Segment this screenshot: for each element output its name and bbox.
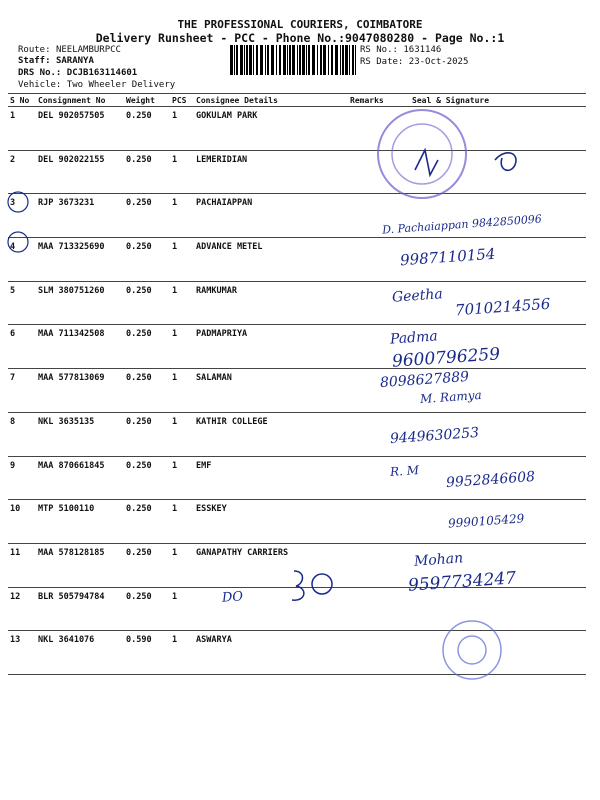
barcode-bar — [271, 45, 274, 75]
cell-weight: 0.250 — [124, 238, 170, 282]
cell-weight: 0.250 — [124, 281, 170, 325]
barcode-bar — [276, 45, 277, 75]
barcode-bar — [244, 45, 245, 75]
barcode-bar — [240, 45, 243, 75]
cell-consignee: SALAMAN — [194, 369, 348, 413]
barcode-bar — [265, 45, 266, 75]
cell-consignment: MAA 713325690 — [36, 238, 124, 282]
cell-sno: 12 — [8, 587, 36, 631]
barcode-bar — [279, 45, 281, 75]
cell-weight: 0.250 — [124, 325, 170, 369]
cell-consignment: DEL 902057505 — [36, 107, 124, 151]
barcode-bar — [289, 45, 291, 75]
handwriting-row6-name: Padma — [389, 328, 439, 348]
cell-weight: 0.250 — [124, 107, 170, 151]
cell-consignment: MAA 577813069 — [36, 369, 124, 413]
cell-weight: 0.250 — [124, 412, 170, 456]
handwriting-row9-name: R. M — [389, 463, 420, 479]
barcode-bar — [253, 45, 254, 75]
handwriting-row5-name: Geetha — [391, 286, 444, 306]
rs-no-line — [360, 45, 441, 55]
cell-consignee: ESSKEY — [194, 500, 348, 544]
barcode-bar — [249, 45, 252, 75]
handwriting-row12-remark: DO — [221, 589, 244, 606]
barcode-bar — [355, 45, 356, 75]
table-row — [8, 369, 586, 413]
cell-consignment: SLM 380751260 — [36, 281, 124, 325]
cell-consignment: DEL 902022155 — [36, 150, 124, 194]
cell-consignment: RJP 3673231 — [36, 194, 124, 238]
barcode-bar — [352, 45, 354, 75]
signature-row12 — [286, 566, 346, 606]
drs-label: DRS No.: — [18, 68, 62, 78]
signature-row1 — [410, 140, 530, 180]
cell-pcs: 1 — [170, 281, 194, 325]
cell-weight: 0.250 — [124, 150, 170, 194]
rs-date-line — [360, 57, 468, 67]
cell-consignee: ASWARYA — [194, 631, 348, 675]
barcode-bar — [246, 45, 248, 75]
cell-pcs: 1 — [170, 107, 194, 151]
circled-mark-row4 — [6, 230, 30, 254]
barcode-bar — [331, 45, 333, 75]
cell-weight: 0.590 — [124, 631, 170, 675]
cell-remarks — [348, 325, 392, 369]
cell-pcs: 1 — [170, 150, 194, 194]
cell-consignment: MAA 870661845 — [36, 456, 124, 500]
route-label: Route: — [18, 45, 51, 55]
rs-no-label: RS No.: — [360, 45, 398, 55]
table-row — [8, 238, 586, 282]
col-consignment: Consignment No — [36, 94, 124, 107]
handwriting-row10-phone: 9990105429 — [447, 511, 525, 531]
barcode-bar — [335, 45, 338, 75]
cell-consignee: EMF — [194, 456, 348, 500]
route-line — [18, 45, 121, 55]
barcode-bar — [317, 45, 318, 75]
col-pcs: PCS — [170, 94, 194, 107]
barcode-bar — [345, 45, 348, 75]
cell-remarks — [348, 238, 392, 282]
cell-consignee: ADVANCE METEL — [194, 238, 348, 282]
cell-sno: 1 — [8, 107, 36, 151]
barcode-bar — [234, 45, 235, 75]
cell-consignee: PADMAPRIYA — [194, 325, 348, 369]
route-value: NEELAMBURPCC — [55, 45, 121, 55]
handwriting-row3: D. Pachaiappan 9842850096 — [381, 212, 543, 237]
cell-sno: 6 — [8, 325, 36, 369]
handwriting-row6-phone: 9600796259 — [391, 344, 501, 372]
cell-consignee: LEMERIDIAN — [194, 150, 348, 194]
cell-consignment: NKL 3641076 — [36, 631, 124, 675]
col-weight: Weight — [124, 94, 170, 107]
cell-remarks — [348, 543, 392, 587]
barcode-bar — [306, 45, 307, 75]
drs-value: DCJB163114601 — [66, 68, 138, 78]
barcode-bar — [236, 45, 238, 75]
cell-consignment: MTP 5100110 — [36, 500, 124, 544]
cell-weight: 0.250 — [124, 587, 170, 631]
handwriting-row8-phone: 9449630253 — [389, 424, 480, 448]
handwriting-row7-name: M. Ramya — [419, 387, 483, 407]
barcode-bar — [297, 45, 298, 75]
cell-consignment: MAA 578128185 — [36, 543, 124, 587]
barcode-bar — [342, 45, 344, 75]
barcode-bar — [302, 45, 305, 75]
barcode-bar — [323, 45, 326, 75]
vehicle-label: Vehicle: — [18, 80, 62, 90]
cell-consignment: BLR 505794784 — [36, 587, 124, 631]
barcode-bar — [299, 45, 301, 75]
cell-sno: 8 — [8, 412, 36, 456]
cell-sno: 10 — [8, 500, 36, 544]
cell-remarks — [348, 631, 392, 675]
cell-pcs: 1 — [170, 325, 194, 369]
cell-weight: 0.250 — [124, 194, 170, 238]
document-title: THE PROFESSIONAL COURIERS, COIMBATORE — [177, 18, 423, 31]
cell-consignee: GOKULAM PARK — [194, 107, 348, 151]
barcode-bar — [312, 45, 315, 75]
cell-remarks — [348, 412, 392, 456]
barcode-bar — [340, 45, 341, 75]
cell-weight: 0.250 — [124, 369, 170, 413]
cell-pcs: 1 — [170, 587, 194, 631]
cell-sno: 7 — [8, 369, 36, 413]
cell-consignment: MAA 711342508 — [36, 325, 124, 369]
rs-date-label: RS Date: — [360, 57, 404, 67]
cell-sno: 13 — [8, 631, 36, 675]
barcode-bar — [287, 45, 288, 75]
col-sno: S No — [8, 94, 36, 107]
barcode-bar — [267, 45, 269, 75]
cell-sno: 4 — [8, 238, 36, 282]
rs-no-value: 1631146 — [403, 45, 442, 55]
cell-consignee: KATHIR COLLEGE — [194, 412, 348, 456]
cell-pcs: 1 — [170, 500, 194, 544]
cell-remarks — [348, 500, 392, 544]
vehicle-line — [18, 80, 175, 90]
cell-sno: 2 — [8, 150, 36, 194]
cell-sno: 11 — [8, 543, 36, 587]
cell-pcs: 1 — [170, 412, 194, 456]
barcode-bar — [260, 45, 263, 75]
barcode-bar — [320, 45, 322, 75]
barcode-bar — [308, 45, 310, 75]
cell-weight: 0.250 — [124, 456, 170, 500]
table-header-row — [8, 94, 586, 107]
cell-consignee: RAMKUMAR — [194, 281, 348, 325]
cell-sno: 5 — [8, 281, 36, 325]
table-row — [8, 412, 586, 456]
cell-sno: 3 — [8, 194, 36, 238]
cell-pcs: 1 — [170, 238, 194, 282]
col-consignee: Consignee Details — [194, 94, 348, 107]
document-subtitle: Delivery Runsheet - PCC - Phone No.:9047080280 - Page No.:1 — [95, 31, 505, 45]
handwriting-row7-phone: 8098627889 — [379, 368, 470, 392]
cell-consignee: GANAPATHY CARRIERS — [194, 543, 348, 587]
cell-pcs: 1 — [170, 194, 194, 238]
circled-mark-row3 — [6, 190, 30, 214]
cell-remarks — [348, 281, 392, 325]
handwriting-row9-phone: 9952846608 — [445, 468, 536, 492]
staff-value: SARANYA — [55, 56, 94, 66]
handwriting-row4: 9987110154 — [399, 244, 496, 270]
handwriting-row11-name: Mohan — [413, 550, 464, 570]
barcode-bar — [283, 45, 286, 75]
cell-consignee: PACHAIAPPAN — [194, 194, 348, 238]
barcode-bar — [292, 45, 295, 75]
row13-seal-stamp — [440, 618, 504, 682]
cell-pcs: 1 — [170, 369, 194, 413]
rs-date-value: 23-Oct-2025 — [408, 57, 469, 67]
cell-consignment: NKL 3635135 — [36, 412, 124, 456]
cell-pcs: 1 — [170, 631, 194, 675]
handwriting-row11-phone: 9597734247 — [407, 568, 517, 596]
vehicle-value: Two Wheeler Delivery — [66, 80, 176, 90]
barcode-bar — [349, 45, 350, 75]
col-remarks: Remarks — [348, 94, 392, 107]
barcode-bar — [230, 45, 233, 75]
cell-pcs: 1 — [170, 456, 194, 500]
cell-weight: 0.250 — [124, 500, 170, 544]
cell-weight: 0.250 — [124, 543, 170, 587]
cell-remarks — [348, 587, 392, 631]
staff-label: Staff: — [18, 56, 51, 66]
cell-remarks — [348, 456, 392, 500]
staff-line — [18, 56, 94, 66]
cell-pcs: 1 — [170, 543, 194, 587]
barcode-bar — [328, 45, 329, 75]
cell-sno: 9 — [8, 456, 36, 500]
col-signature: Seal & Signature — [392, 94, 586, 107]
drs-line — [18, 68, 137, 78]
barcode — [230, 45, 356, 75]
barcode-bar — [256, 45, 258, 75]
handwriting-row5-phone: 7010214556 — [454, 294, 551, 320]
